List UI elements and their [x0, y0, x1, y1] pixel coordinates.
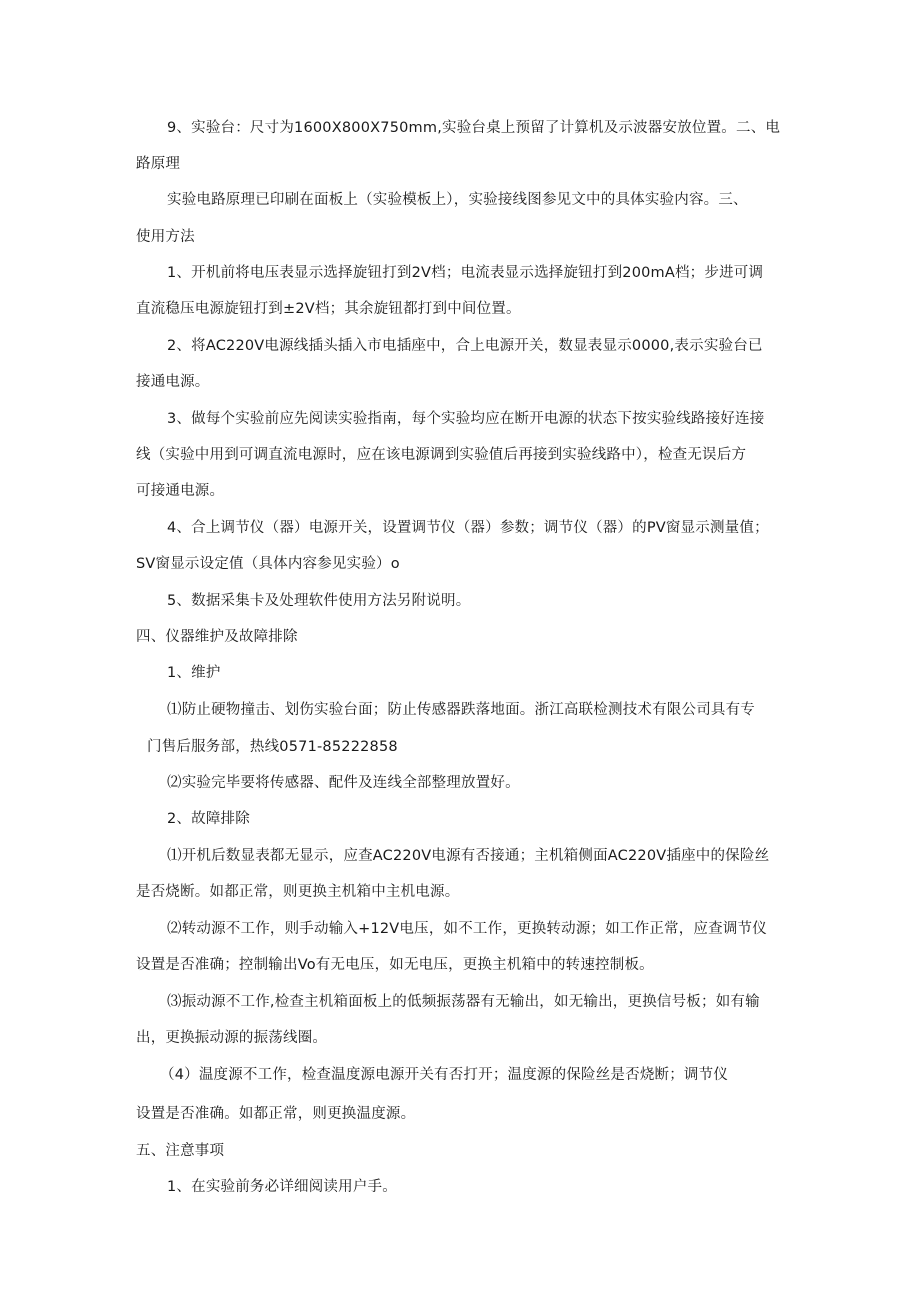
text-line: 5、数据采集卡及处理软件使用方法另附说明。: [167, 593, 471, 609]
text-line: 出，更换振动源的振荡线圈。: [136, 1030, 328, 1046]
text-line: 1、开机前将电压表显示选择旋钮打到2V档；电流表显示选择旋钮打到200mA档；步进可调: [167, 265, 764, 281]
text-line: ⑴开机后数显表都无显示，应查AC220V电源有否接通；主机箱侧面AC220V插座中的保险丝: [167, 848, 770, 864]
text-line: 设置是否准确；控制输出Vo有无电压，如无电压，更换主机箱中的转速控制板。: [136, 957, 654, 973]
text-line: 1、在实验前务必详细阅读用户手。: [167, 1179, 397, 1195]
section-heading: 四、仪器维护及故障排除: [136, 629, 298, 645]
text-line: 使用方法: [136, 229, 195, 245]
text-line: 线（实验中用到可调直流电源时，应在该电源调到实验值后再接到实验线路中），检查无误后方: [136, 447, 747, 463]
text-line: 门售后服务部，热线0571-85222858: [147, 739, 398, 755]
text-line: SV窗显示设定值（具体内容参见实验）o: [136, 556, 400, 572]
text-line: 接通电源。: [136, 374, 210, 390]
text-line: 直流稳压电源旋钮打到±2V档；其余旋钮都打到中间位置。: [136, 301, 521, 317]
text-line: 是否烧断。如都正常，则更换主机箱中主机电源。: [136, 884, 460, 900]
text-line: 9、实验台：尺寸为1600X800X750mm,实验台桌上预留了计算机及示波器安放位置。二、电: [167, 120, 781, 136]
text-line: 4、合上调节仪（器）电源开关，设置调节仪（器）参数；调节仪（器）的PV窗显示测量值；: [167, 520, 769, 536]
subsection-heading: 2、故障排除: [167, 811, 250, 827]
text-line: ⑵实验完毕要将传感器、配件及连线全部整理放置好。: [167, 775, 520, 791]
text-line: 可接通电源。: [136, 483, 225, 499]
text-line: 2、将AC220V电源线插头插入市电插座中，合上电源开关，数显表显示0000,表示实验台已: [167, 338, 763, 354]
text-line: 3、做每个实验前应先阅读实验指南，每个实验均应在断开电源的状态下按实验线路接好连接: [167, 411, 765, 427]
text-line: ⑶振动源不工作,检查主机箱面板上的低频振荡器有无输出，如无输出，更换信号板；如有输: [167, 994, 760, 1010]
text-line: ⑵转动源不工作，则手动输入+12V电压，如不工作，更换转动源；如工作正常，应查调节仪: [167, 921, 767, 937]
text-line: 路原理: [136, 156, 181, 172]
subsection-heading: 1、维护: [167, 665, 221, 681]
text-line: （4）温度源不工作，检查温度源电源开关有否打开；温度源的保险丝是否烧断；调节仪: [160, 1067, 729, 1083]
text-line: ⑴防止硬物撞击、划伤实验台面；防止传感器跌落地面。浙江高联检测技术有限公司具有专: [167, 702, 755, 718]
section-heading: 五、注意事项: [136, 1143, 225, 1159]
text-line: 设置是否准确。如都正常，则更换温度源。: [136, 1106, 416, 1122]
text-line: 实验电路原理已印刷在面板上（实验模板上），实验接线图参见文中的具体实验内容。三、: [167, 192, 748, 208]
